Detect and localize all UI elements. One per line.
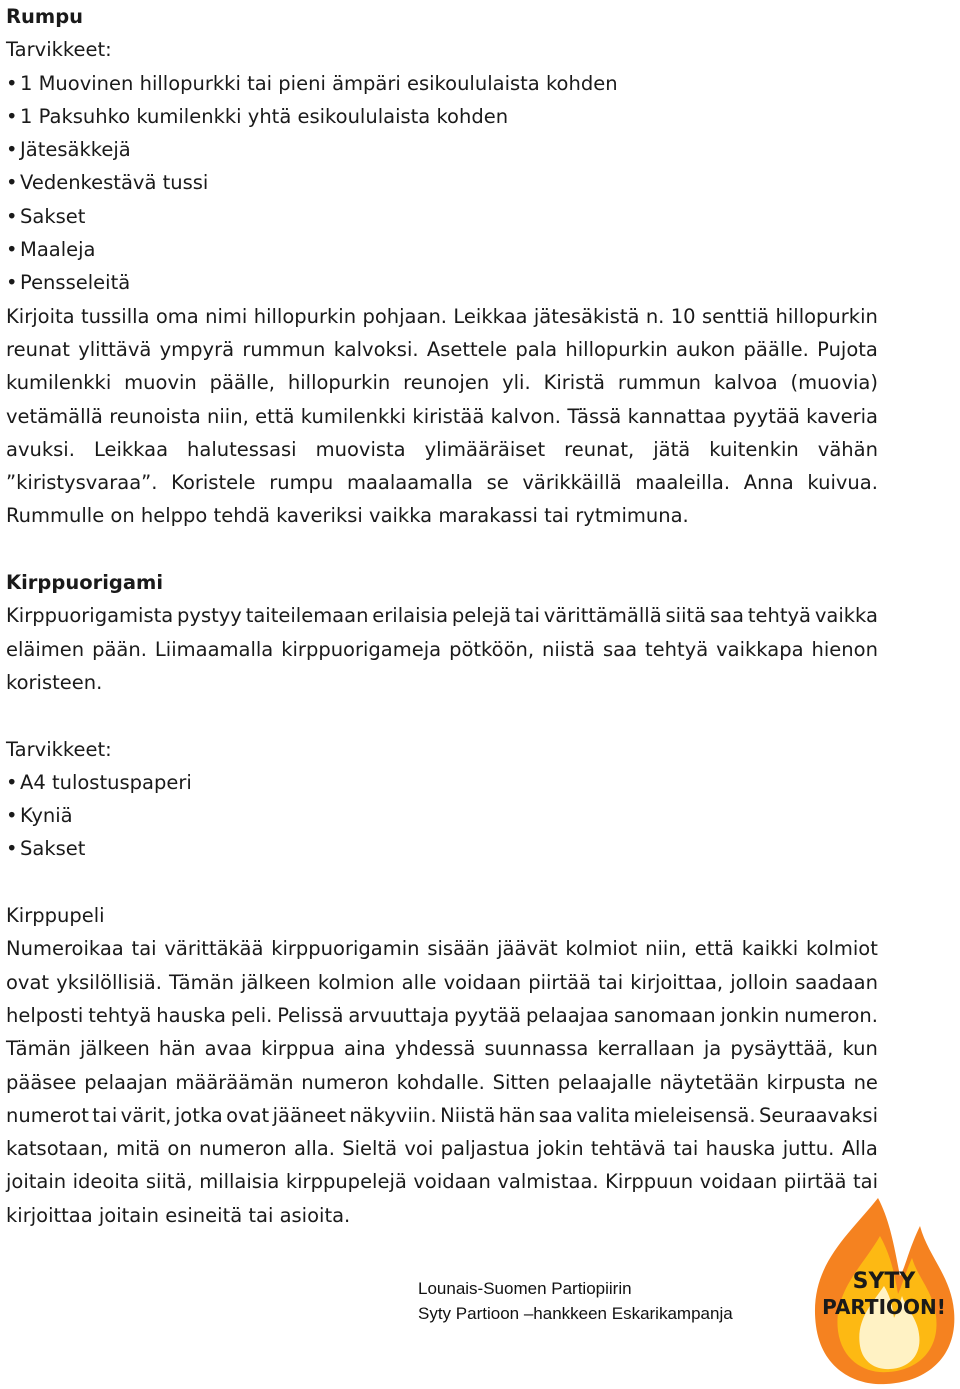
paragraph-line: avuksi. Leikkaa halutessasi muovista ylimääräiset reunat, jätä kuitenkin vähän (6, 437, 878, 461)
paragraph-line: Kirjoita tussilla oma nimi hillopurkin pohjaan. Leikkaa jätesäkistä n. 10 senttiä hillopurkin (6, 304, 878, 328)
supplies-label: Tarvikkeet: (6, 38, 112, 62)
supply-item (6, 266, 878, 299)
bullet-icon: • (6, 204, 18, 228)
footer (418, 1276, 733, 1326)
paragraph-line: koristeen. (6, 670, 103, 694)
rumpu-paragraph (6, 300, 878, 533)
paragraph-line: pääsee pelaajan määräämän numeron kohdalle. Sitten pelaajalle näytetään kirpusta ne (6, 1070, 878, 1094)
supply-item-text: A4 tulostuspaperi (20, 770, 192, 794)
supply-item (6, 233, 878, 266)
supply-item-text: Sakset (20, 837, 86, 861)
supplies-list (6, 67, 878, 300)
paragraph-line: numerot tai värit, jotka ovat jääneet näkyviin. Niistä hän saa valita mieleisensä. Seuraavaksi (6, 1103, 878, 1127)
supply-item (6, 766, 878, 799)
paragraph-line: Kirppuorigamista pystyy taiteilemaan erilaisia pelejä tai värittämällä siitä saa tehtyä vaikka (6, 604, 878, 628)
supply-item-text: Vedenkestävä tussi (20, 171, 209, 195)
paragraph-line: Numeroikaa tai värittäkää kirppuorigamin sisään jäävät kolmiot niin, että kaikki kolmiot (6, 937, 878, 961)
paragraph-line: Tämän jälkeen hän avaa kirppua aina yhdessä suunnassa kerrallaan ja pysäyttää, kun (6, 1037, 878, 1061)
bullet-icon: • (6, 804, 18, 828)
paragraph-line: kumilenkki muovin päälle, hillopurkin reunojen yli. Kiristä rummun kalvoa (muovia) (6, 371, 878, 395)
paragraph-line: kirjoittaa joitain esineitä tai asioita. (6, 1203, 351, 1227)
supply-item (6, 799, 878, 832)
section-title-kirppuorigami: Kirppuorigami (6, 571, 164, 595)
supply-item-text: 1 Muovinen hillopurkki tai pieni ämpäri esikoululaista kohden (20, 71, 618, 95)
kirppupeli-paragraph (6, 932, 878, 1232)
supply-item-text: 1 Paksuhko kumilenkki yhtä esikoululaista kohden (20, 104, 509, 128)
supply-item-text: Kyniä (20, 804, 73, 828)
bullet-icon: • (6, 238, 18, 262)
bullet-icon: • (6, 271, 18, 295)
supply-item (6, 832, 878, 865)
paragraph-line: Rummulle on helppo tehdä kaveriksi vaikka marakassi tai rytmimuna. (6, 504, 689, 528)
supplies-label: Tarvikkeet: (6, 737, 112, 761)
paragraph-line: ”kiristysvaraa”. Koristele rumpu maalaamalla se värikkäillä maaleilla. Anna kuivua. (6, 471, 878, 495)
document-body (6, 0, 878, 1232)
supply-item-text: Jätesäkkejä (20, 138, 131, 162)
supply-item (6, 67, 878, 100)
paragraph-line: helposti tehtyä hauska peli. Pelissä arvuuttaja pyytää pelaajaa sanomaan jonkin numeron. (6, 1003, 878, 1027)
bullet-icon: • (6, 171, 18, 195)
paragraph-line: joitain ideoita siitä, millaisia kirppupelejä voidaan valmistaa. Kirppuun voidaan piirtää tai (6, 1170, 878, 1194)
paragraph-line: ovat yksilöllisiä. Tämän jälkeen kolmion alle voidaan piirtää tai kirjoittaa, jolloin saadaan (6, 970, 878, 994)
bullet-icon: • (6, 770, 18, 794)
footer-campaign: Syty Partioon –hankkeen Eskarikampanja (418, 1304, 733, 1323)
paragraph-line: reunat ylittävä ympyrä rummun kalvoksi. Asettele pala hillopurkin aukon päälle. Pujota (6, 337, 878, 361)
kirppuorigami-paragraph (6, 599, 878, 699)
section-title-kirppupeli: Kirppupeli (6, 904, 105, 928)
supply-item-text: Sakset (20, 204, 86, 228)
syty-partioon-logo (808, 1196, 958, 1386)
section-title-rumpu: Rumpu (6, 5, 84, 28)
bullet-icon: • (6, 138, 18, 162)
logo-text-line1: SYTY (852, 1269, 916, 1294)
logo-text-line2: PARTIOON! (822, 1295, 946, 1319)
paragraph-line: eläimen pään. Liimaamalla kirppuorigameja pötköön, niistä saa tehtyä vaikkapa hienon (6, 637, 878, 661)
paragraph-line: vetämällä reunoista niin, että kumilenkki kiristää kalvon. Tässä kannattaa pyytää kaveria (6, 404, 878, 428)
supply-item (6, 200, 878, 233)
supply-item-text: Maaleja (20, 238, 96, 262)
bullet-icon: • (6, 71, 18, 95)
bullet-icon: • (6, 837, 18, 861)
supply-item (6, 166, 878, 199)
paragraph-line: katsotaan, mitä on numeron alla. Sieltä voi paljastua jokin tehtävä tai hauska juttu. Alla (6, 1137, 878, 1161)
bullet-icon: • (6, 104, 18, 128)
supply-item-text: Pensseleitä (20, 271, 131, 295)
footer-org: Lounais-Suomen Partiopiirin (418, 1279, 632, 1298)
supply-item (6, 100, 878, 133)
supply-item (6, 133, 878, 166)
supplies-list (6, 766, 878, 866)
